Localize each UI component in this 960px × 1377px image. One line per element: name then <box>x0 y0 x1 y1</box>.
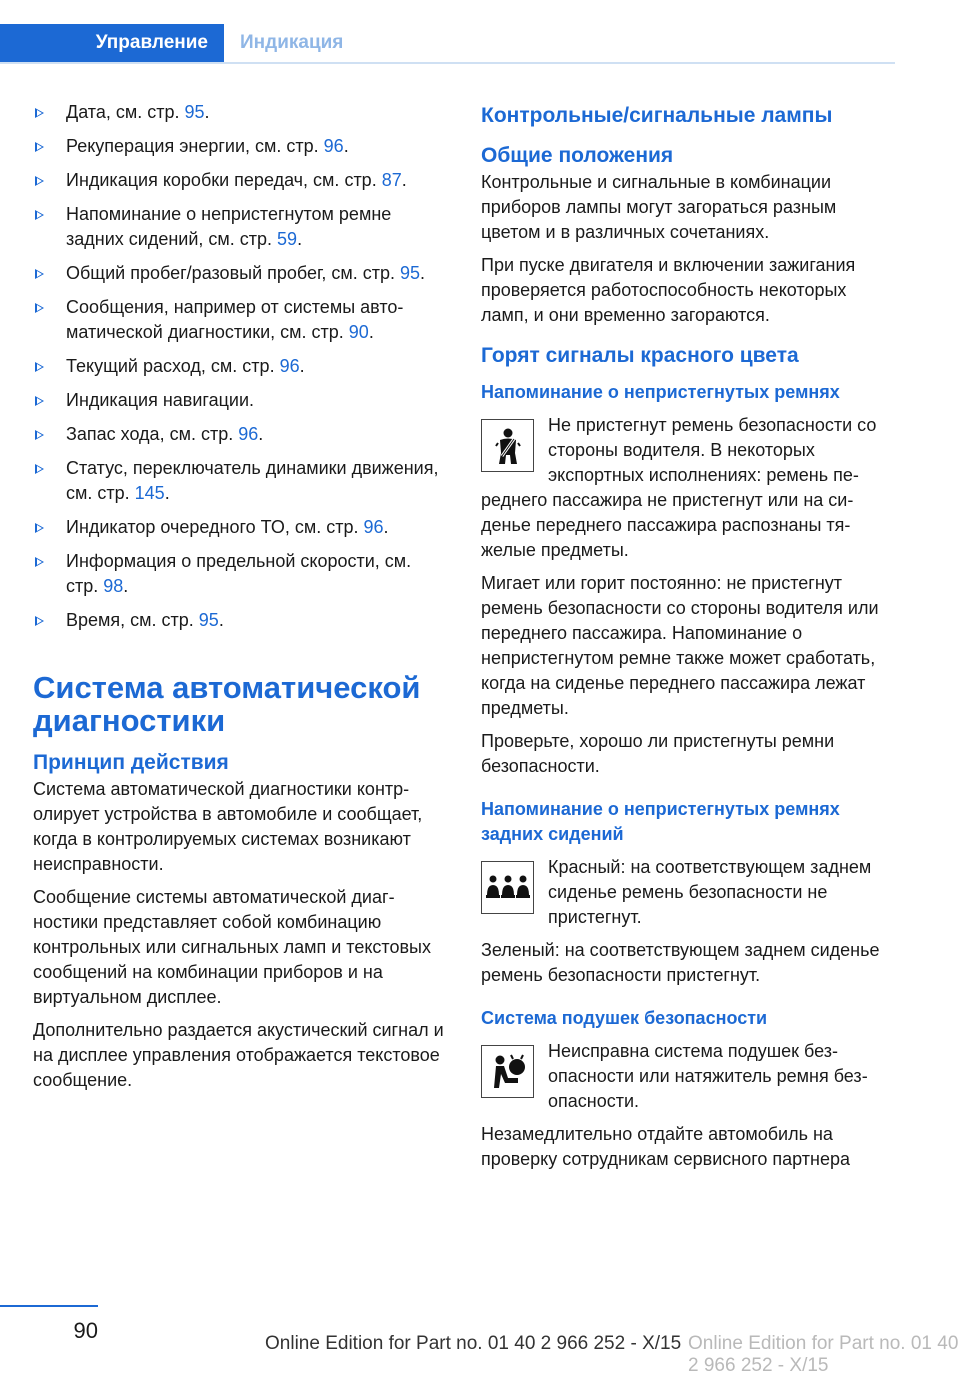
red-signals-title: Горят сигналы красного цвета <box>481 344 799 367</box>
paragraph: Система автоматической диагностики контролирует устройства в автомобиле и сообщает, когда в контролируемых системах возникают неисправности. <box>33 779 423 874</box>
section-title: Система автоматической диагностики <box>33 670 421 738</box>
triangle-bullet-icon <box>35 108 44 118</box>
belt-reminder-title: Напоминание о непристегнутых ремнях <box>481 382 840 402</box>
list-item-text: Дата, см. стр. <box>66 102 185 122</box>
page-reference-link[interactable]: 95 <box>184 102 205 122</box>
right-column <box>481 100 891 1180</box>
lamps-title: Контрольные/сигнальные лампы <box>481 104 833 127</box>
airbag-block <box>481 1039 891 1122</box>
triangle-bullet-icon <box>35 176 44 186</box>
list-item-tail: . <box>420 263 426 283</box>
list-item <box>33 515 447 540</box>
page-reference-link[interactable]: 145 <box>134 483 165 503</box>
paragraph: При пуске двигателя и включении зажигания проверяется работоспособность некоторых ламп, и они временно загораются. <box>481 255 856 325</box>
airbag-text: Неисправна система подушек безопасности или натяжитель ремня безопасности. <box>548 1041 868 1111</box>
page-reference-link[interactable]: 90 <box>348 322 369 342</box>
page-reference-link[interactable]: 87 <box>381 170 402 190</box>
belt-reminder-block <box>481 413 891 571</box>
list-item-tail: . <box>343 136 349 156</box>
airbag-icon <box>481 1045 534 1098</box>
list-item-tail: . <box>297 229 303 249</box>
triangle-bullet-icon <box>35 523 44 533</box>
list-item-tail: . <box>218 610 224 630</box>
watermark: Online Edition for Part no. 01 40 2 966 252 - X/15 <box>688 1333 959 1376</box>
list-item-tail: . <box>164 483 170 503</box>
list-item-text: Рекуперация энергии, см. стр. <box>66 136 324 156</box>
list-item-tail: . <box>299 356 305 376</box>
list-item <box>33 134 447 159</box>
triangle-bullet-icon <box>35 269 44 279</box>
principle-title: Принцип действия <box>33 751 229 774</box>
page-reference-link[interactable]: 96 <box>238 424 259 444</box>
triangle-bullet-icon <box>35 210 44 220</box>
bullet-list <box>33 100 447 633</box>
list-item <box>33 549 447 599</box>
triangle-bullet-icon <box>35 303 44 313</box>
paragraph: Незамедлительно отдайте автомобиль на проверку сотрудникам сервисного партнера <box>481 1124 851 1169</box>
list-item <box>33 261 447 286</box>
general-title: Общие положения <box>481 144 674 167</box>
list-item <box>33 422 447 447</box>
list-item-text: Запас хода, см. стр. <box>66 424 239 444</box>
rear-belt-text: Красный: на соответствующем заднем сиденье ремень безопасности не пристегнут. <box>548 857 872 927</box>
paragraph: Проверьте, хорошо ли пристегнуты ремни безопасности. <box>481 731 835 776</box>
airbag-title: Система подушек безопасности <box>481 1008 768 1028</box>
list-item <box>33 202 447 252</box>
list-item-text: Индикация навигации. <box>66 390 254 410</box>
page-reference-link[interactable]: 96 <box>323 136 344 156</box>
triangle-bullet-icon <box>35 142 44 152</box>
paragraph: Зеленый: на соответствующем заднем сиденье ремень безопасности пристегнут. <box>481 940 880 985</box>
triangle-bullet-icon <box>35 396 44 406</box>
triangle-bullet-icon <box>35 557 44 567</box>
list-item-text: Индикация коробки передач, см. стр. <box>66 170 382 190</box>
paragraph: Сообщение системы автоматической диагностики представляет собой комбинацию контрольных или сигнальных ламп и текстовых сообщений на комбинации приборов и на виртуальном дисплее. <box>33 887 431 1007</box>
list-item-tail: . <box>204 102 210 122</box>
list-item-text: Информация о предельной скорости, см. стр. <box>66 551 412 596</box>
tab-display[interactable]: Индикация <box>240 32 344 53</box>
triangle-bullet-icon <box>35 464 44 474</box>
page-reference-link[interactable]: 96 <box>279 356 300 376</box>
page-reference-link[interactable]: 95 <box>400 263 421 283</box>
rear-belt-block <box>481 855 891 938</box>
list-item-tail: . <box>368 322 374 342</box>
page-reference-link[interactable]: 96 <box>363 517 384 537</box>
paragraph: Контрольные и сигнальные в комбинации приборов лампы могут загораться разным цветом и в различных сочетаниях. <box>481 172 837 242</box>
paragraph: Дополнительно раздается акустический сигнал и на дисплее управления отображается текстовое сообщение. <box>33 1020 444 1090</box>
triangle-bullet-icon <box>35 430 44 440</box>
list-item <box>33 100 447 125</box>
header-bar <box>0 24 895 64</box>
list-item <box>33 388 447 413</box>
list-item-tail: . <box>123 576 129 596</box>
list-item-text: Индикатор очередного ТО, см. стр. <box>66 517 364 537</box>
list-item <box>33 295 447 345</box>
page-number: 90 <box>73 1318 98 1343</box>
page-reference-link[interactable]: 95 <box>198 610 219 630</box>
paragraph: Мигает или горит постоянно: не пристегнут ремень безопасности со стороны водителя или переднего пассажира. Напоминание о непристегнутом ремне также может сработать, когда на сиденье переднего пассажира лежат предметы. <box>481 573 879 718</box>
seatbelt-icon <box>481 419 534 472</box>
list-item-tail: . <box>401 170 407 190</box>
list-item-text: Сообщения, например от системы автоматической диагностики, см. стр. <box>66 297 404 342</box>
triangle-bullet-icon <box>35 616 44 626</box>
rear-belt-title: Напоминание о непристегнутых ремнях задних сидений <box>481 799 840 844</box>
page-reference-link[interactable]: 98 <box>103 576 124 596</box>
list-item-text: Текущий расход, см. стр. <box>66 356 280 376</box>
list-item <box>33 168 447 193</box>
list-item-text: Напоминание о непристегнутом ремне задних сидений, см. стр. <box>66 204 392 249</box>
list-item <box>33 456 447 506</box>
list-item-tail: . <box>258 424 264 444</box>
list-item-text: Общий пробег/разовый пробег, см. стр. <box>66 263 401 283</box>
list-item-text: Статус, переключатель динамики движения, см. стр. <box>66 458 439 503</box>
list-item-tail: . <box>383 517 389 537</box>
triangle-bullet-icon <box>35 362 44 372</box>
tab-controls[interactable]: Управление <box>0 24 224 62</box>
list-item-text: Время, см. стр. <box>66 610 199 630</box>
edition-text: Online Edition for Part no. 01 40 2 966 252 - X/15 <box>265 1333 682 1354</box>
belt-reminder-text: Не пристегнут ремень безопасности со стороны водителя. В некоторых экспортных исполнениях: ремень переднего пассажира не пристегнут или на сиденье переднего пассажира распознаны тяжелые предметы. <box>481 415 877 560</box>
footer-line <box>0 1305 98 1307</box>
rear-seatbelts-icon <box>481 861 534 914</box>
left-column <box>33 100 447 1101</box>
list-item <box>33 608 447 633</box>
page-reference-link[interactable]: 59 <box>277 229 298 249</box>
list-item <box>33 354 447 379</box>
